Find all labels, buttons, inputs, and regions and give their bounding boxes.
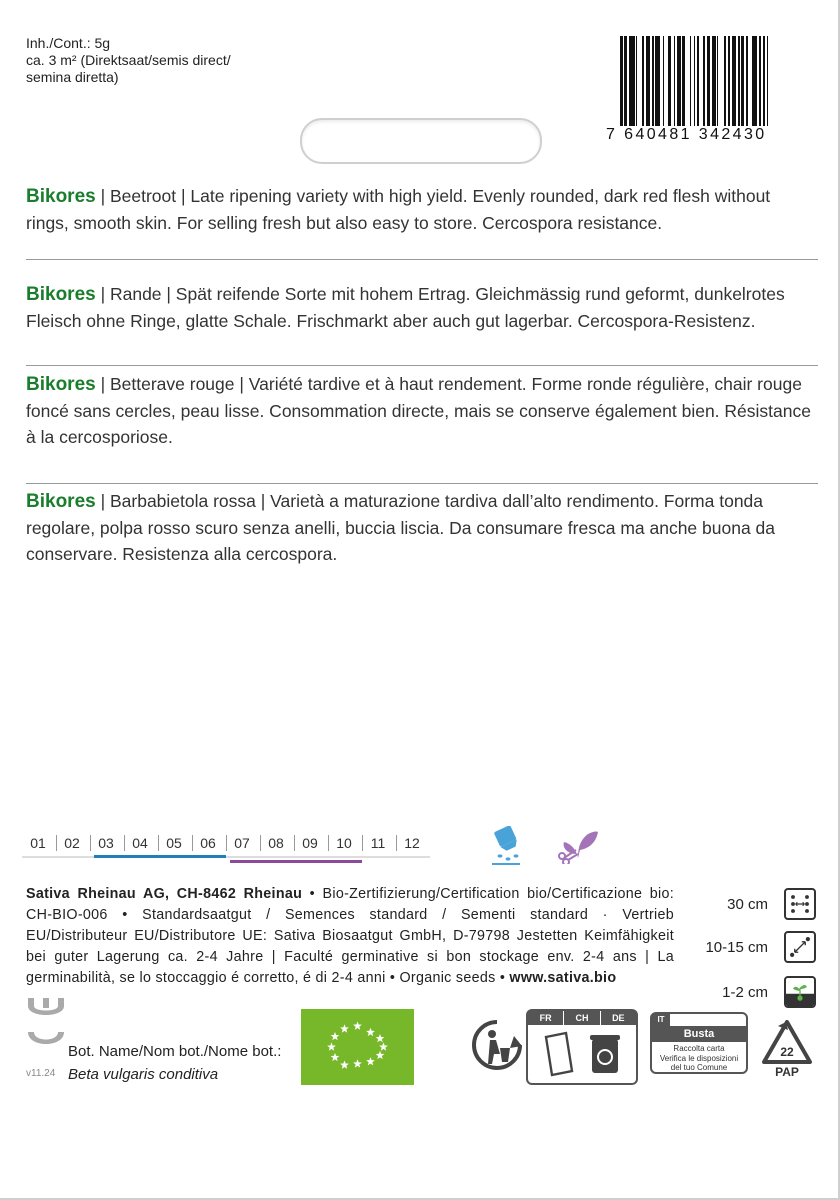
- row-spacing-icon: [784, 888, 816, 920]
- eu-star: [366, 1057, 375, 1065]
- month-label: 09: [302, 835, 318, 851]
- it-line-2: Verifica le disposizioni: [659, 1053, 739, 1063]
- month-separator: [158, 835, 159, 851]
- sowing-period-bar: [94, 855, 226, 858]
- month-separator: [396, 835, 397, 851]
- eu-leaf-icon: [301, 1009, 414, 1085]
- hanger-hole: [300, 118, 542, 164]
- website-link[interactable]: www.sativa.bio: [509, 970, 617, 986]
- month-label: 05: [166, 835, 182, 851]
- month-label: 11: [370, 835, 386, 851]
- barcode-bars: [620, 36, 816, 126]
- eu-star: [376, 1034, 385, 1042]
- recycle-triman-icon: [470, 1018, 524, 1072]
- calendar-baseline: [22, 856, 430, 858]
- eu-star: [379, 1042, 388, 1050]
- variety-name: Bikores: [26, 491, 96, 512]
- eu-star: [340, 1061, 349, 1069]
- month-label: 04: [132, 835, 148, 851]
- paper-bin-icon: [538, 1031, 628, 1077]
- month-separator: [90, 835, 91, 851]
- botanical-value: Beta vulgaris conditiva: [68, 1066, 219, 1083]
- sativa-logo-icon: [24, 996, 68, 1060]
- divider: [26, 483, 818, 484]
- month-label: 01: [30, 835, 46, 851]
- month-separator: [226, 835, 227, 851]
- row-spacing: [656, 888, 816, 922]
- month-label: 06: [200, 835, 216, 851]
- content-area: ca. 3 m² (Direktsaat/semis direct/: [26, 52, 231, 68]
- month-separator: [328, 835, 329, 851]
- sowing-depth-icon: [784, 976, 816, 1008]
- month-label: 08: [268, 835, 284, 851]
- row-spacing-value: 30 cm: [727, 896, 768, 913]
- eu-star: [353, 1059, 362, 1067]
- month-separator: [294, 835, 295, 851]
- description-english: [26, 183, 816, 236]
- disposal-box-fr-ch-de: [526, 1009, 638, 1085]
- eu-star: [331, 1053, 340, 1061]
- eu-organic-logo: [301, 1009, 414, 1085]
- content-area-cont: semina diretta): [26, 69, 119, 85]
- harvest-period-bar: [230, 860, 362, 863]
- plant-spacing: [656, 931, 816, 965]
- harvest-icon: [556, 824, 600, 864]
- description-german: [26, 281, 816, 334]
- it-packaging-type: Busta: [652, 1026, 746, 1042]
- variety-name: Bikores: [26, 374, 96, 395]
- month-separator: [124, 835, 125, 851]
- content-info: [26, 35, 231, 86]
- country-ch: CH: [563, 1011, 599, 1025]
- pap-label: PAP: [775, 1065, 799, 1079]
- variety-name: Bikores: [26, 186, 96, 207]
- disposal-box-it: [650, 1012, 748, 1074]
- it-line-1: Raccolta carta: [673, 1044, 725, 1053]
- month-label: 10: [336, 835, 352, 851]
- eu-star: [353, 1022, 362, 1030]
- divider: [26, 259, 818, 260]
- month-separator: [260, 835, 261, 851]
- description-italian: [26, 488, 816, 567]
- month-label: 12: [404, 835, 420, 851]
- description-text: | Rande | Spät reifende Sorte mit hohem Ertrag. Gleichmässig rund geformt, dunkelrotes Fleisch ohne Ringe, glatte Schale. Frischmarkt aber auch gut lagerbar. Cercospora-Resistenz.: [26, 284, 785, 331]
- barcode: [606, 36, 816, 148]
- barcode-number: 7 640481 342430: [606, 126, 767, 143]
- company-name: Sativa Rheinau AG, CH-8462 Rheinau: [26, 886, 303, 902]
- botanical-label: Bot. Name/Nom bot./Nome bot.:: [68, 1043, 282, 1060]
- sowing-depth: [656, 976, 816, 1010]
- variety-name: Bikores: [26, 284, 96, 305]
- sowing-calendar: [22, 832, 434, 866]
- country-de: DE: [600, 1011, 636, 1025]
- month-separator: [56, 835, 57, 851]
- plant-spacing-icon: [784, 931, 816, 963]
- description-text: | Betterave rouge | Variété tardive et à haut rendement. Forme ronde régulière, chair rouge foncé sans cercles, peau lisse. Consommation directe, mais se conserve également bien. Résistance à la cercosporiose.: [26, 374, 811, 447]
- eu-star: [366, 1028, 375, 1036]
- plant-spacing-value: 10-15 cm: [705, 939, 768, 956]
- eu-star: [327, 1042, 336, 1050]
- sowing-depth-value: 1-2 cm: [722, 984, 768, 1001]
- eu-star: [331, 1032, 340, 1040]
- company-info: [26, 884, 674, 989]
- content-weight: Inh./Cont.: 5g: [26, 35, 111, 51]
- month-label: 07: [234, 835, 250, 851]
- eu-star: [340, 1024, 349, 1032]
- barcode-space: [768, 36, 771, 126]
- country-fr: FR: [539, 1013, 552, 1023]
- month-separator: [362, 835, 363, 851]
- month-separator: [192, 835, 193, 851]
- pap-number: 22: [780, 1045, 794, 1059]
- it-line-3: del tuo Comune: [670, 1063, 728, 1072]
- direct-sowing-icon: [486, 826, 526, 866]
- botanical-name: [68, 1040, 281, 1086]
- pap-recycle-icon: [758, 1018, 816, 1080]
- country-it: IT: [652, 1014, 670, 1026]
- month-label: 03: [98, 835, 114, 851]
- month-label: 02: [64, 835, 80, 851]
- divider: [26, 365, 818, 366]
- description-text: | Barbabietola rossa | Varietà a maturazione tardiva dall’alto rendimento. Forma tonda regolare, polpa rosso scuro senza anelli, buccia liscia. Da consumare fresca ma anche buona da conservare. Resistenza alla cercospora.: [26, 491, 776, 564]
- description-french: [26, 371, 816, 450]
- description-text: | Beetroot | Late ripening variety with high yield. Evenly rounded, dark red flesh without rings, smooth skin. For selling fresh but also easy to store. Cercospora resistance.: [26, 186, 771, 233]
- version-label: v11.24: [26, 1068, 56, 1079]
- eu-star: [376, 1051, 385, 1059]
- company-text: • Bio-Zertifizierung/Certification bio/Certificazione bio: CH-BIO-006 • Standardsaatgut / Semences standard / Sementi standard · Vertrieb EU/Distributeur EU/Distributore UE: Sativa Biosaatgut GmbH, D-79798 Jestetten Keimfähigkeit bei guter Lagerung ca. 2-4 Jahre | Faculté germinative si bon stockage env. 2-4 ans | La germinabilità, se lo stoccaggio é corretto, é di 2-4 anni • Organic seeds •: [26, 886, 674, 986]
